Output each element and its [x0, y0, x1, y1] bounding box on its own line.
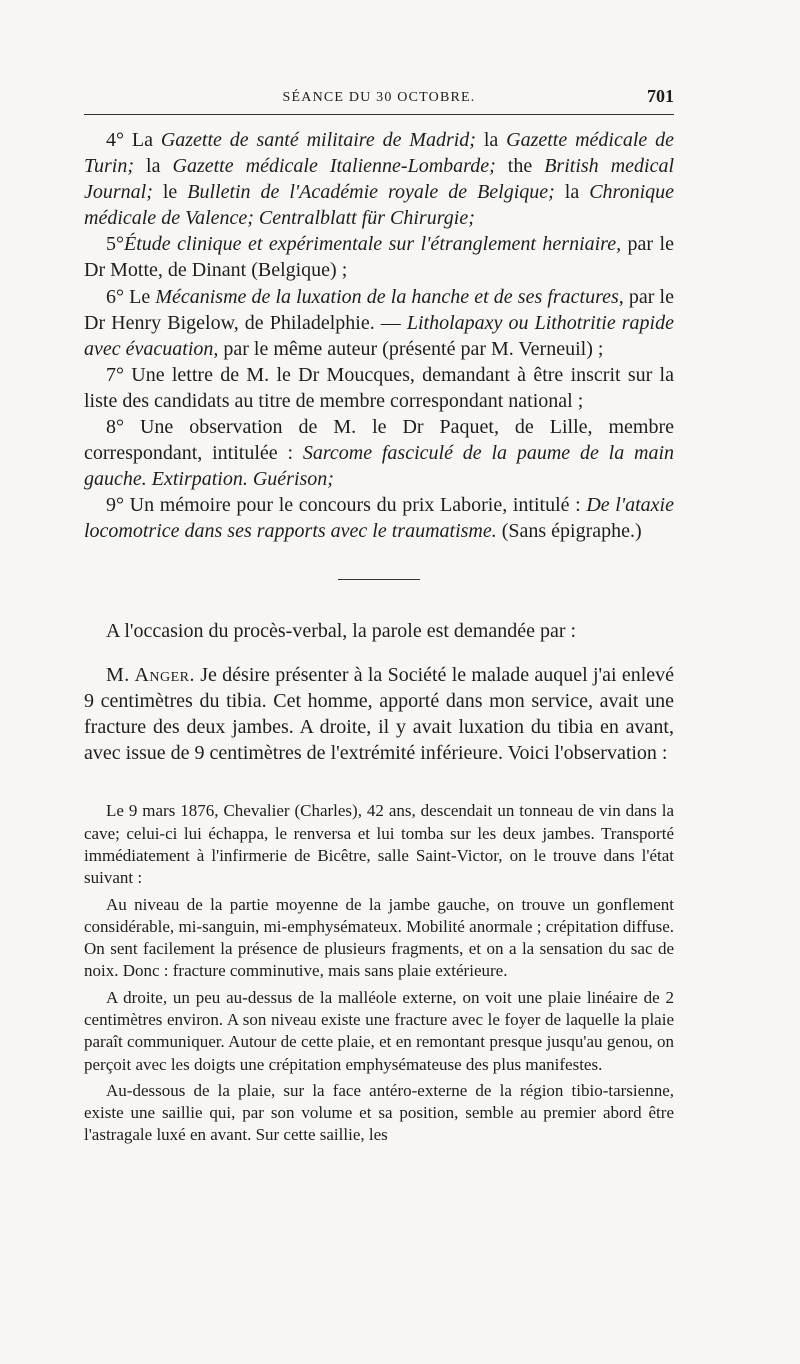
list-item: 7° Une lettre de M. le Dr Moucques, demandant à être inscrit sur la liste des candidats au titre de membre correspondant national ; [84, 363, 674, 412]
list-item: 6° Le Mécanisme de la luxation de la hanche et de ses fractures, par le Dr Henry Bigelow, de Philadelphie. — Litholapaxy ou Lithotritie rapide avec évacuation, par le même auteur (présenté par M. Verneuil) ; [84, 285, 674, 360]
observation-paragraph: A droite, un peu au-dessus de la malléole externe, on voit une plaie linéaire de 2 centimètres environ. A son niveau existe une fracture avec le foyer de laquelle la plaie paraît communiquer. Autour de cette plaie, et en remontant presque jusqu'au genou, on perçoit avec les doigts une crépitation emphysémateuse des plus manifestes. [84, 987, 674, 1074]
speaker-name: M. Anger. [106, 663, 195, 686]
observation-block [84, 800, 674, 1146]
running-head: SÉANCE DU 30 OCTOBRE. [282, 90, 476, 105]
list-item: 4° La Gazette de santé militaire de Madrid; la Gazette médicale de Turin; la Gazette médicale Italienne-Lombarde; the British medical Journal; le Bulletin de l'Académie royale de Belgique; la Chronique médicale de Valence; Centralblatt für Chirurgie; [84, 129, 675, 230]
anger-paragraph: M. Anger. Je désire présenter à la Société le malade auquel j'ai enlevé 9 centimètres du tibia. Cet homme, apporté dans mon service, avait une fracture des deux jambes. A droite, il y avait luxation du tibia en avant, avec issue de 9 centimètres de l'extrémité inférieure. Voici l'observation : [84, 663, 675, 765]
page [84, 86, 674, 1151]
header-rule [84, 114, 674, 115]
list-item: 5°Étude clinique et expérimentale sur l'étranglement herniaire, par le Dr Motte, de Dinant (Belgique) ; [84, 233, 674, 282]
page-number: 701 [647, 86, 674, 106]
observation-paragraph: Le 9 mars 1876, Chevalier (Charles), 42 ans, descendait un tonneau de vin dans la cave; celui-ci lui échappa, le renversa et lui tomba sur les deux jambes. Transporté immédiatement à l'infirmerie de Bicêtre, salle Saint-Victor, on le trouve dans l'état suivant : [84, 801, 674, 888]
observation-paragraph: Au-dessous de la plaie, sur la face antéro-externe de la région tibio-tarsienne, existe une saillie qui, par son volume et sa position, semble au premier abord être l'astragale luxé en avant. Sur cette saillie, les [84, 1080, 674, 1145]
received-items-list [84, 127, 674, 545]
list-item: 9° Un mémoire pour le concours du prix Laborie, intitulé : De l'ataxie locomotrice dans ses rapports avec le traumatisme. (Sans épigraphe.) [84, 494, 674, 543]
list-item: 8° Une observation de M. le Dr Paquet, de Lille, membre correspondant, intitulée : Sarcome fasciculé de la paume de la main gauche. Extirpation. Guérison; [84, 416, 675, 491]
lead-sentence: A l'occasion du procès-verbal, la parole est demandée par : [106, 619, 577, 642]
observation-paragraph: Au niveau de la partie moyenne de la jambe gauche, on trouve un gonflement considérable, mi-sanguin, mi-emphysémateux. Mobilité anormale ; crépitation diffuse. On sent facilement la présence de plusieurs fragments, et on a la sensation du sac de noix. Donc : fracture comminutive, mais sans plaie extérieure. [84, 894, 674, 981]
section-divider [338, 579, 420, 580]
page-header [84, 86, 674, 112]
